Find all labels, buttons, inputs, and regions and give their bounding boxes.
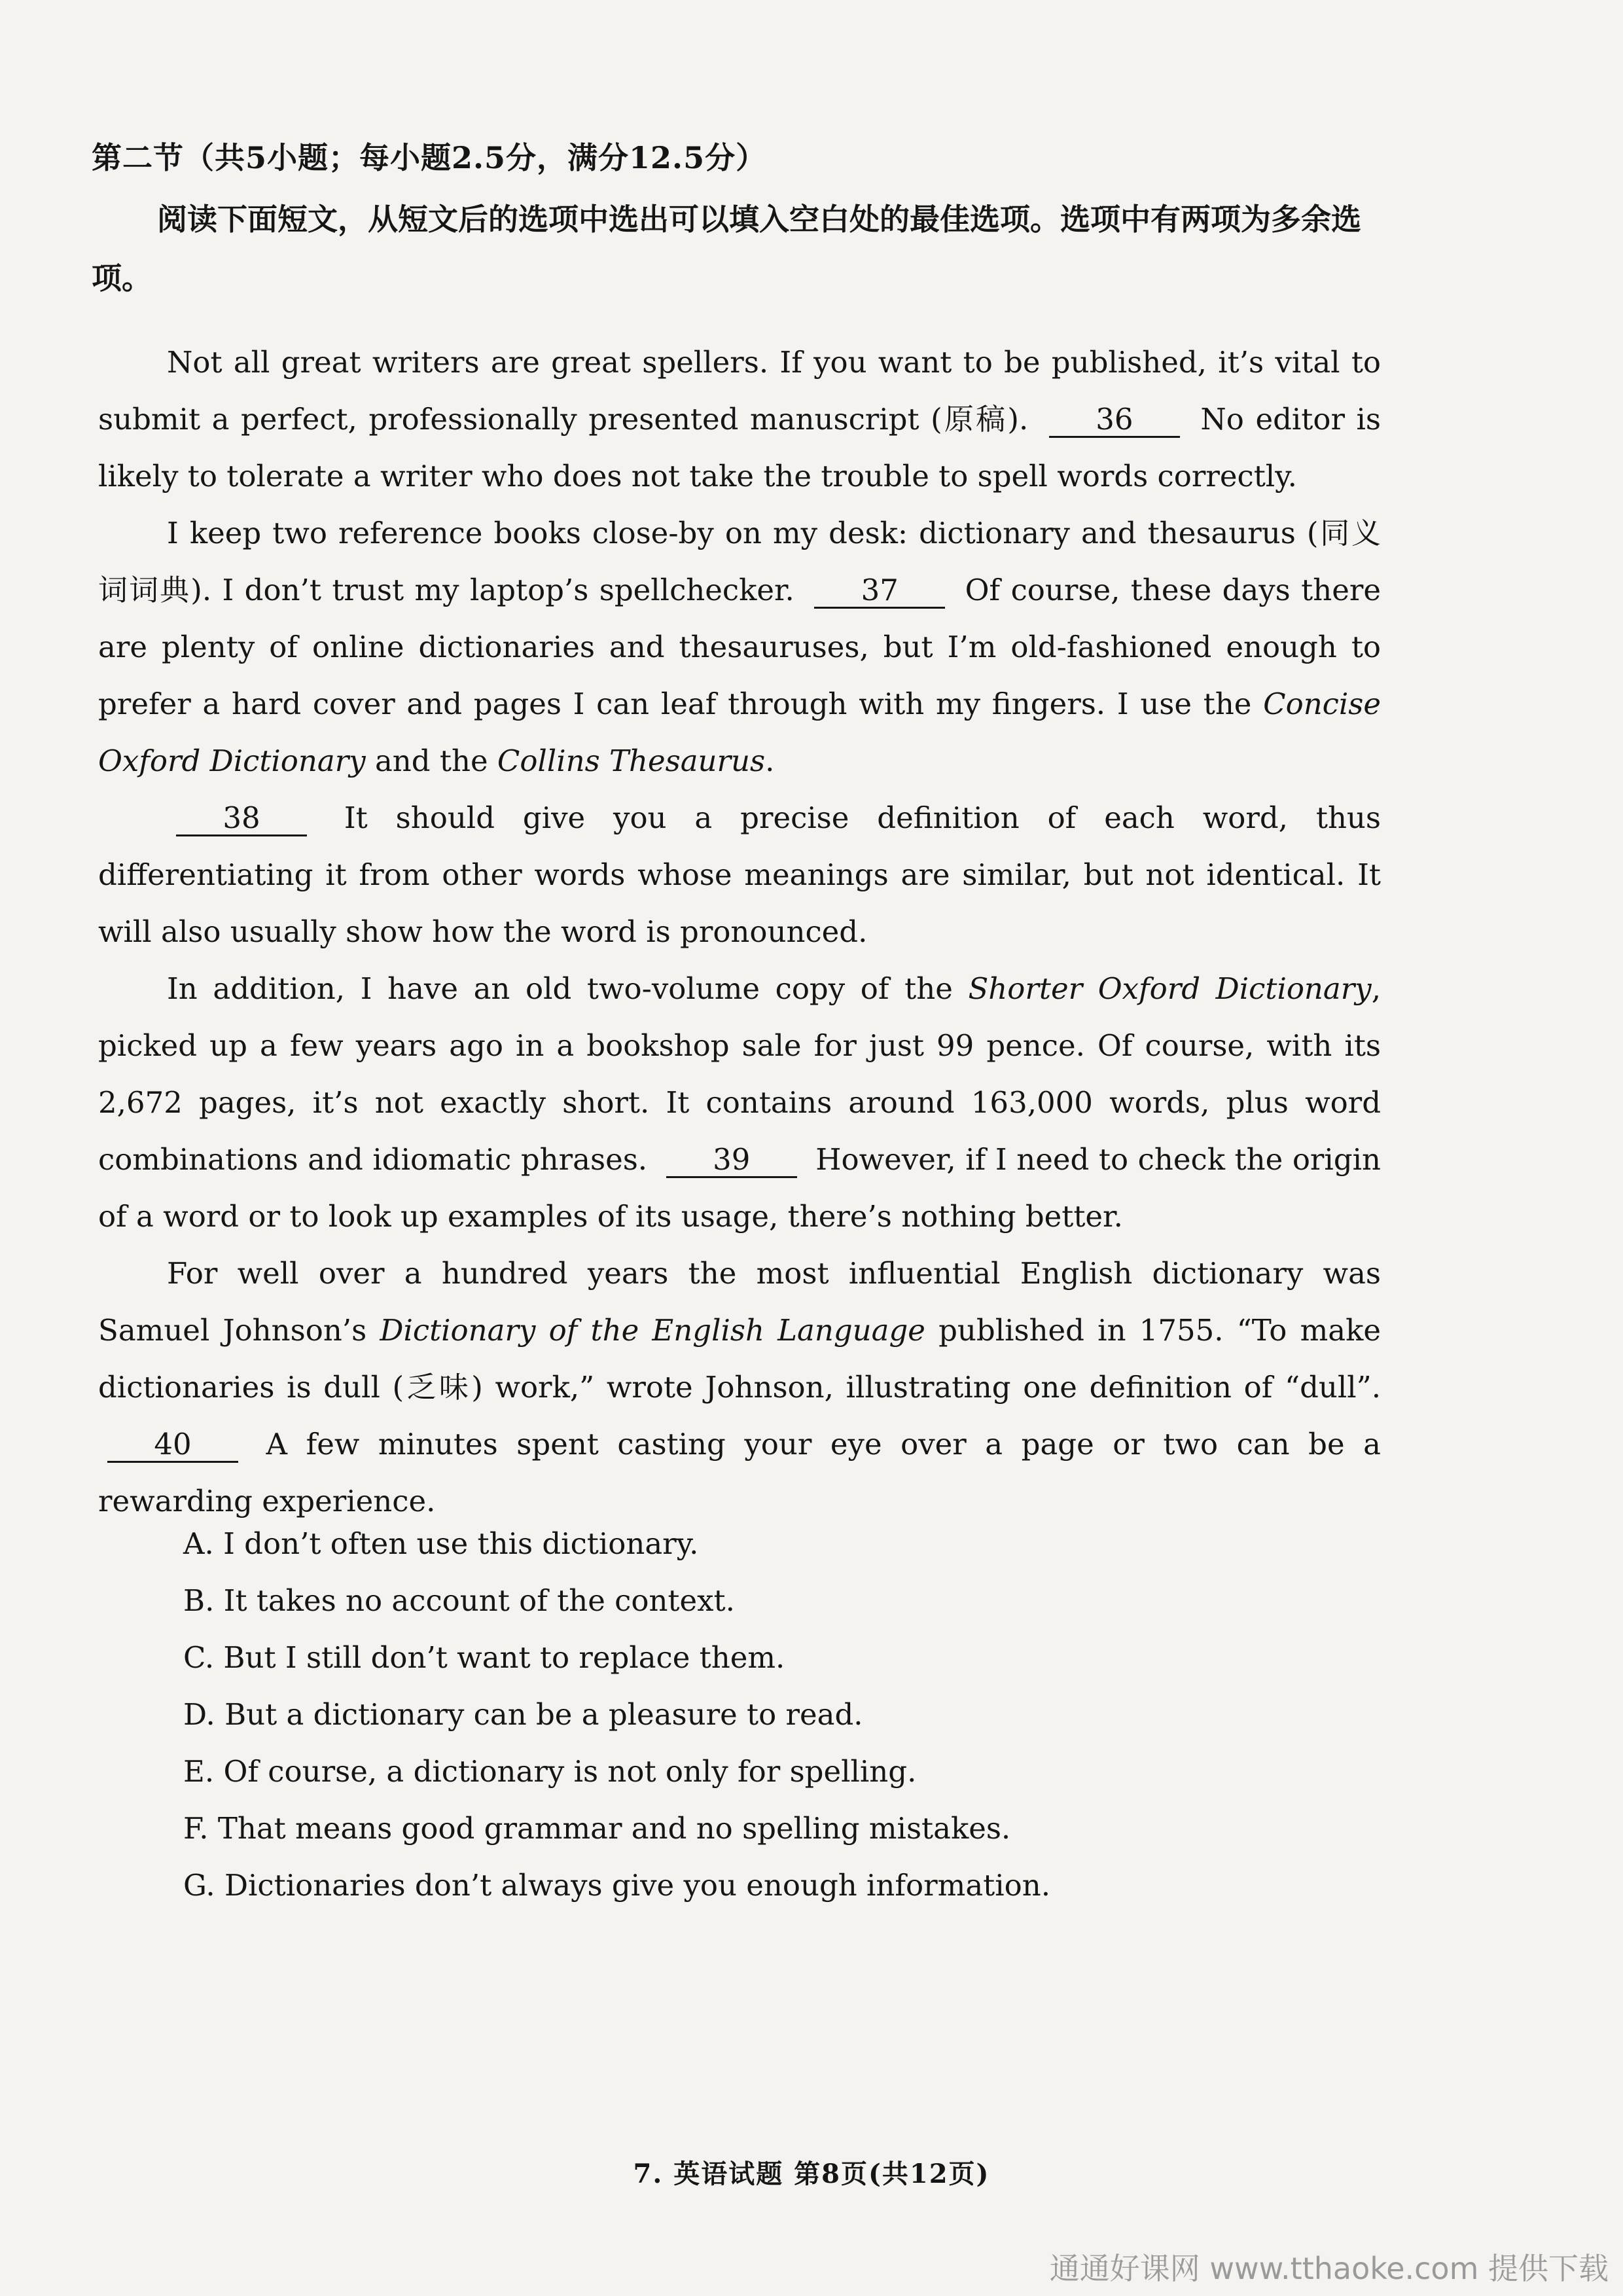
option-b: B. It takes no account of the context. — [183, 1583, 735, 1618]
option-c: C. But I still don’t want to replace them. — [183, 1640, 785, 1675]
blank-36: 36 — [1049, 403, 1180, 438]
option-a: A. I don’t often use this dictionary. — [183, 1526, 699, 1561]
option-g: G. Dictionaries don’t always give you enough information. — [183, 1868, 1051, 1903]
paragraph-3-text: It should give you a precise definition of each word, thus differentiating it from other words whose meanings are similar, but not identical. It will also usually show how the word is pronounced. — [98, 800, 1382, 949]
section-title: 第二节（共5小题；每小题2.5分，满分12.5分） — [92, 140, 767, 175]
paragraph-2-text-b: Of course, these days there are plenty of online dictionaries and thesauruses, but I’m old-fashioned enough to prefer a hard cover and pages I can leaf through with my fingers. I use the — [98, 573, 1381, 721]
option-e: E. Of course, a dictionary is not only for spelling. — [183, 1754, 917, 1789]
paragraph-3 — [98, 789, 1381, 960]
paragraph-5-text-b: published in 1755. “To make dictionaries is dull (乏味) work,” wrote Johnson, illustrating one definition of “dull”. — [98, 1313, 1382, 1405]
paragraph-4-text-a: In addition, I have an old two-volume copy of the — [167, 971, 953, 1006]
paragraph-1 — [98, 334, 1381, 505]
paragraph-4-text-c: However, if I need to check the origin of a word or to look up examples of its usage, there’s nothing better. — [98, 1142, 1382, 1234]
option-f: F. That means good grammar and no spelling mistakes. — [183, 1811, 1011, 1846]
paragraph-4-text-b: , picked up a few years ago in a bookshop sale for just 99 pence. Of course, with its 2,672 pages, it’s not exactly short. It contains around 163,000 words, plus word combinations and idiomatic phrases. — [98, 971, 1381, 1177]
paragraph-4 — [98, 960, 1381, 1245]
answer-options — [183, 1515, 1361, 1914]
option-d: D. But a dictionary can be a pleasure to read. — [183, 1697, 863, 1732]
page-footer: 7. 英语试题 第8页(共12页) — [633, 2159, 990, 2189]
paragraph-1-text-b: No editor is likely to tolerate a writer who does not take the trouble to spell words correctly. — [98, 402, 1381, 493]
reading-passage — [98, 334, 1381, 1530]
paragraph-1-text-a: Not all great writers are great spellers. If you want to be published, it’s vital to submit a perfect, professionally presented manuscript (原稿). — [98, 345, 1381, 437]
blank-40: 40 — [107, 1428, 238, 1463]
paragraph-5-text-a: For well over a hundred years the most influential English dictionary was Samuel Johnson’s — [98, 1256, 1381, 1348]
blank-38: 38 — [176, 802, 307, 836]
watermark: 通通好课网 www.tthaoke.com 提供下载 — [1049, 2251, 1609, 2286]
paragraph-2-end: . — [765, 744, 775, 778]
blank-37: 37 — [814, 574, 945, 609]
paragraph-5 — [98, 1245, 1381, 1530]
paragraph-5-text-c: A few minutes spent casting your eye over a page or two can be a rewarding experience. — [98, 1427, 1381, 1518]
paragraph-2-text-a: I keep two reference books close-by on my desk: dictionary and thesaurus (同义词词典). I don’t trust my laptop’s spellchecker. — [98, 516, 1381, 607]
blank-39: 39 — [666, 1143, 797, 1178]
paragraph-2-text-mid: and the — [374, 744, 488, 778]
book-title-johnson-dictionary: Dictionary of the English Language — [380, 1313, 925, 1348]
book-title-shorter-oxford: Shorter Oxford Dictionary — [968, 971, 1372, 1006]
paragraph-2 — [98, 505, 1381, 789]
section-instructions: 阅读下面短文，从短文后的选项中选出可以填入空白处的最佳选项。选项中有两项为多余选项。 — [92, 202, 1361, 296]
book-title-concise-oxford: Concise Oxford Dictionary — [98, 687, 1381, 778]
book-title-collins-thesaurus: Collins Thesaurus — [497, 744, 766, 778]
